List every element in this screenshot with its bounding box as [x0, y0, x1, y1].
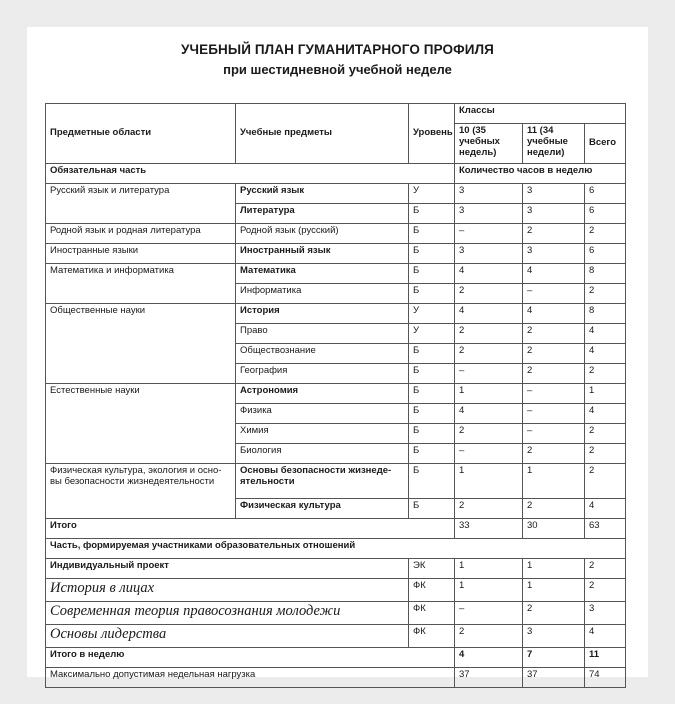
header-level: Уровень	[409, 104, 455, 164]
subject-name-cell: Физическая культура	[236, 499, 409, 519]
grade10-hours-cell: 2	[455, 284, 523, 304]
max-load-grade10: 37	[455, 668, 523, 688]
level-cell: Б	[409, 384, 455, 404]
header-row	[46, 104, 626, 124]
elective-row	[46, 625, 626, 648]
elective-subject-cell: Современная теория правосознания молодежи	[46, 602, 409, 625]
elective-total-cell: 3	[585, 602, 626, 625]
grade10-hours-cell: –	[455, 444, 523, 464]
total-hours-cell: 1	[585, 384, 626, 404]
level-cell: Б	[409, 464, 455, 499]
elective-row	[46, 602, 626, 625]
table-row	[46, 224, 626, 244]
level-cell: Б	[409, 224, 455, 244]
subject-name-cell: Основы безопасности жизнеде-ятельности	[236, 464, 409, 499]
grade11-hours-cell: 2	[523, 499, 585, 519]
total-grade10: 33	[455, 519, 523, 539]
subject-name-cell: Химия	[236, 424, 409, 444]
grade11-hours-cell: 2	[523, 344, 585, 364]
mandatory-part-row	[46, 164, 626, 184]
grade10-hours-cell: 2	[455, 324, 523, 344]
grade11-hours-cell: 1	[523, 464, 585, 499]
grade11-hours-cell: 4	[523, 304, 585, 324]
document-title: УЧЕБНЫЙ ПЛАН ГУМАНИТАРНОГО ПРОФИЛЯ	[181, 42, 494, 57]
elective-total-cell: 2	[585, 559, 626, 579]
subject-area-cell: Родной язык и родная литература	[46, 224, 236, 244]
total-hours-cell: 6	[585, 244, 626, 264]
total-row	[46, 519, 626, 539]
grade10-hours-cell: 1	[455, 384, 523, 404]
week-total-grade10: 4	[455, 648, 523, 668]
week-total-grade11: 7	[523, 648, 585, 668]
header-total: Всего	[585, 124, 626, 164]
grade10-hours-cell: 2	[455, 499, 523, 519]
elective-part-label: Часть, формируемая участниками образовательных отношений	[46, 539, 626, 559]
total-hours-cell: 2	[585, 424, 626, 444]
elective-row	[46, 559, 626, 579]
header-grade11: 11 (34 учебные недели)	[523, 124, 585, 164]
curriculum-table-body	[46, 104, 626, 688]
level-cell: Б	[409, 499, 455, 519]
elective-grade10-cell: 1	[455, 579, 523, 602]
total-hours-cell: 6	[585, 204, 626, 224]
subject-area-cell: Общественные науки	[46, 304, 236, 384]
subject-name-cell: Биология	[236, 444, 409, 464]
total-hours-cell: 4	[585, 404, 626, 424]
elective-grade11-cell: 3	[523, 625, 585, 648]
table-row	[46, 264, 626, 284]
elective-part-row	[46, 539, 626, 559]
grade10-hours-cell: 3	[455, 184, 523, 204]
total-hours-cell: 8	[585, 264, 626, 284]
elective-level-cell: ФК	[409, 602, 455, 625]
subject-name-cell: Физика	[236, 404, 409, 424]
grade10-hours-cell: 4	[455, 404, 523, 424]
document-page	[27, 27, 648, 680]
total-hours-cell: 2	[585, 224, 626, 244]
level-cell: У	[409, 184, 455, 204]
subject-name-cell: Обществознание	[236, 344, 409, 364]
subject-name-cell: Иностранный язык	[236, 244, 409, 264]
elective-level-cell: ФК	[409, 579, 455, 602]
elective-grade11-cell: 1	[523, 579, 585, 602]
subject-name-cell: Литература	[236, 204, 409, 224]
header-classes: Классы	[455, 104, 626, 124]
level-cell: Б	[409, 244, 455, 264]
max-load-row	[46, 668, 626, 688]
total-label: Итого	[46, 519, 455, 539]
week-total-label: Итого в неделю	[46, 648, 455, 668]
grade10-hours-cell: 4	[455, 304, 523, 324]
subject-name-cell: Русский язык	[236, 184, 409, 204]
total-hours-cell: 4	[585, 499, 626, 519]
max-load-total: 74	[585, 668, 626, 688]
elective-grade10-cell: 1	[455, 559, 523, 579]
level-cell: Б	[409, 364, 455, 384]
week-total-all: 11	[585, 648, 626, 668]
subject-area-cell: Иностранные языки	[46, 244, 236, 264]
level-cell: Б	[409, 284, 455, 304]
table-row	[46, 184, 626, 204]
grade10-hours-cell: 2	[455, 344, 523, 364]
elective-total-cell: 4	[585, 625, 626, 648]
week-total-row	[46, 648, 626, 668]
grade11-hours-cell: –	[523, 404, 585, 424]
elective-subject-cell: История в лицах	[46, 579, 409, 602]
elective-grade11-cell: 1	[523, 559, 585, 579]
subject-name-cell: История	[236, 304, 409, 324]
subject-name-cell: Математика	[236, 264, 409, 284]
subject-area-cell: Математика и информатика	[46, 264, 236, 304]
curriculum-table	[45, 103, 626, 688]
grade11-hours-cell: 2	[523, 364, 585, 384]
total-all: 63	[585, 519, 626, 539]
subject-name-cell: Родной язык (русский)	[236, 224, 409, 244]
subject-area-cell: Русский язык и литература	[46, 184, 236, 224]
level-cell: У	[409, 304, 455, 324]
grade11-hours-cell: 2	[523, 444, 585, 464]
grade11-hours-cell: 3	[523, 204, 585, 224]
level-cell: Б	[409, 444, 455, 464]
total-hours-cell: 4	[585, 324, 626, 344]
grade10-hours-cell: 1	[455, 464, 523, 499]
subject-area-cell: Физическая культура, экология и осно-вы безопасности жизнедеятельности	[46, 464, 236, 519]
elective-level-cell: ФК	[409, 625, 455, 648]
grade11-hours-cell: 2	[523, 324, 585, 344]
subject-name-cell: Информатика	[236, 284, 409, 304]
grade11-hours-cell: –	[523, 284, 585, 304]
level-cell: У	[409, 324, 455, 344]
header-grade10: 10 (35 учебных недель)	[455, 124, 523, 164]
level-cell: Б	[409, 204, 455, 224]
grade11-hours-cell: 4	[523, 264, 585, 284]
total-hours-cell: 2	[585, 444, 626, 464]
level-cell: Б	[409, 344, 455, 364]
total-grade11: 30	[523, 519, 585, 539]
grade11-hours-cell: 2	[523, 224, 585, 244]
level-cell: Б	[409, 404, 455, 424]
grade10-hours-cell: –	[455, 224, 523, 244]
grade11-hours-cell: 3	[523, 184, 585, 204]
grade10-hours-cell: 3	[455, 204, 523, 224]
level-cell: Б	[409, 264, 455, 284]
hours-per-week-label: Количество часов в неделю	[455, 164, 626, 184]
header-areas: Предметные области	[46, 104, 236, 164]
max-load-grade11: 37	[523, 668, 585, 688]
subject-area-cell: Естественные науки	[46, 384, 236, 464]
document-subtitle: при шестидневной учебной неделе	[223, 62, 452, 77]
grade11-hours-cell: –	[523, 424, 585, 444]
total-hours-cell: 4	[585, 344, 626, 364]
header-subjects: Учебные предметы	[236, 104, 409, 164]
max-load-label: Максимально допустимая недельная нагрузка	[46, 668, 455, 688]
mandatory-part-label: Обязательная часть	[46, 164, 455, 184]
subject-name-cell: География	[236, 364, 409, 384]
grade10-hours-cell: 4	[455, 264, 523, 284]
total-hours-cell: 2	[585, 464, 626, 499]
total-hours-cell: 2	[585, 284, 626, 304]
subject-name-cell: Право	[236, 324, 409, 344]
elective-level-cell: ЭК	[409, 559, 455, 579]
total-hours-cell: 6	[585, 184, 626, 204]
grade10-hours-cell: 2	[455, 424, 523, 444]
grade11-hours-cell: –	[523, 384, 585, 404]
subject-name-cell: Астрономия	[236, 384, 409, 404]
grade10-hours-cell: 3	[455, 244, 523, 264]
table-row	[46, 244, 626, 264]
elective-total-cell: 2	[585, 579, 626, 602]
total-hours-cell: 8	[585, 304, 626, 324]
elective-grade10-cell: –	[455, 602, 523, 625]
grade11-hours-cell: 3	[523, 244, 585, 264]
total-hours-cell: 2	[585, 364, 626, 384]
table-row	[46, 304, 626, 324]
elective-grade11-cell: 2	[523, 602, 585, 625]
elective-grade10-cell: 2	[455, 625, 523, 648]
elective-subject-cell: Основы лидерства	[46, 625, 409, 648]
table-row	[46, 464, 626, 499]
table-row	[46, 384, 626, 404]
grade10-hours-cell: –	[455, 364, 523, 384]
level-cell: Б	[409, 424, 455, 444]
elective-subject-cell: Индивидуальный проект	[46, 559, 409, 579]
elective-row	[46, 579, 626, 602]
